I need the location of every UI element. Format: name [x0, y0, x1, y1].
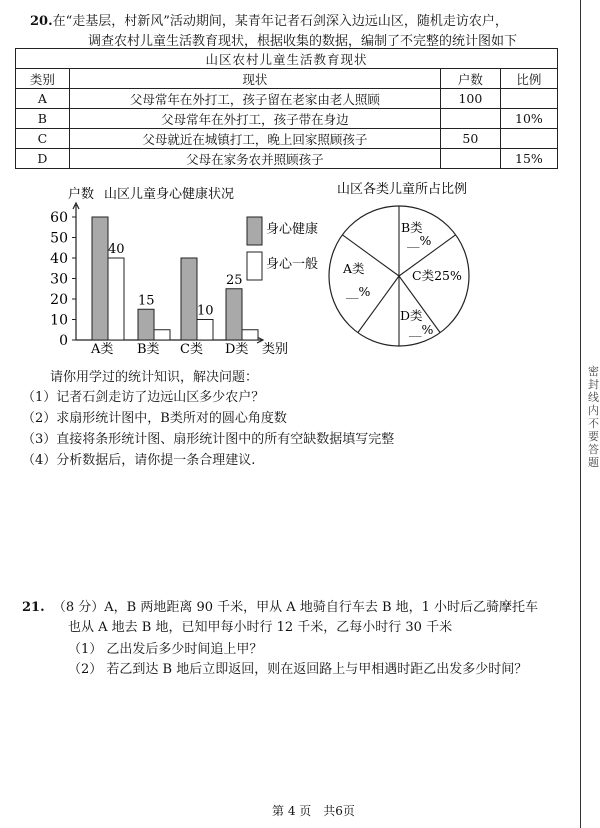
bar-normal: [197, 320, 213, 341]
bar-chart-category-label: C类: [180, 342, 203, 357]
page-footer: 第 4 页 共6页: [272, 804, 355, 818]
bar-chart-ytick-label: 10: [50, 312, 68, 329]
q21-number: 21.: [22, 600, 45, 615]
bar-chart-category-label: A类: [91, 342, 114, 357]
bar-chart-ytick-label: 30: [50, 271, 68, 288]
q20-line2: 调查农村儿童生活教育现状，根据收集的数据，编制了不完整的统计图如下: [88, 34, 518, 49]
bar-healthy: [138, 309, 154, 340]
bar-chart-ytick-label: 0: [59, 333, 68, 349]
bar-chart-ytick-label: 40: [50, 251, 68, 267]
pie-slice-percent: __%: [409, 322, 434, 337]
pie-slice-percent: __%: [346, 284, 371, 299]
binding-note: 密封线内不要答题: [588, 365, 599, 469]
q20-sub-3: （3）直接将条形统计图、扇形统计图中的所有空缺数据填写完整: [22, 432, 395, 447]
table-header-row: [16, 69, 558, 89]
bar-chart-data-label: 40: [108, 242, 125, 257]
pie-slice-label: A类: [343, 261, 365, 276]
bar-chart-xlabel: 类别: [262, 342, 289, 357]
bar-chart-title: 山区儿童身心健康状况: [104, 187, 235, 202]
q20-line1: [30, 10, 508, 29]
pie-slice-percent: __%: [407, 233, 432, 248]
q20-text-1: 在“走基层，村新风”活动期间，某青年记者石剑深入边远山区，随机走访农户，: [52, 14, 508, 29]
bar-chart-ytick-label: 20: [50, 292, 68, 308]
bar-chart-ylabel: 户数: [68, 187, 95, 202]
q20-sub-2: （2）求扇形统计图中，B类所对的圆心角度数: [22, 411, 287, 426]
q21-sub-2: （2） 若乙到达 B 地后立即返回，则在返回路上与甲相遇时距乙出发多少时间？: [68, 662, 528, 677]
header-ratio: 比例: [500, 69, 557, 89]
bar-healthy: [92, 217, 108, 340]
cell-count: 50: [440, 129, 500, 149]
pie-slice-label: B类: [401, 220, 423, 235]
cell-ratio: 15%: [500, 149, 557, 169]
table-title: 山区农村儿童生活教育现状: [16, 49, 558, 69]
header-category: 类别: [16, 69, 70, 89]
cell-count: [440, 109, 500, 129]
cell-category: D: [16, 149, 70, 169]
bar-normal: [108, 258, 124, 340]
table-row: [16, 129, 558, 149]
bar-healthy: [226, 289, 242, 340]
pie-slice-label: D类: [400, 308, 423, 323]
cell-situation: 父母常年在外打工，孩子带在身边: [69, 109, 440, 129]
cell-ratio: [500, 89, 557, 109]
q20-intro: 请你用学过的统计知识，解决问题：: [50, 370, 259, 385]
cell-count: 100: [440, 89, 500, 109]
table-row: [16, 109, 558, 129]
pie-chart-title: 山区各类儿童所占比例: [337, 182, 468, 197]
cell-situation: 父母在家务农并照顾孩子: [69, 149, 440, 169]
header-situation: 现状: [69, 69, 440, 89]
q21-text-1: （8 分）A，B 两地距离 90 千米，甲从 A 地骑自行车去 B 地，1 小时后乙骑摩托车: [52, 600, 539, 615]
bar-chart-data-label: 15: [138, 293, 155, 309]
cell-situation: 父母常年在外打工，孩子留在老家由老人照顾: [69, 89, 440, 109]
bar-chart-ytick-label: 60: [50, 210, 68, 226]
q21-sub-1: （1） 乙出发后多少时间追上甲？: [68, 642, 263, 657]
cell-category: C: [16, 129, 70, 149]
bar-normal: [154, 330, 170, 340]
q21-line2: 也从 A 地去 B 地，已知甲每小时行 12 千米，乙每小时行 30 千米: [68, 620, 453, 635]
bar-normal: [242, 330, 258, 340]
legend-label: 身心健康: [266, 222, 319, 237]
table-row: [16, 149, 558, 169]
pie-chart: [320, 175, 500, 355]
q20-sub-1: （1）记者石剑走访了边远山区多少农户？: [22, 390, 265, 405]
cell-situation: 父母就近在城镇打工，晚上回家照顾孩子: [69, 129, 440, 149]
q20-sub-4: （4）分析数据后，请你提一条合理建议.: [22, 453, 256, 468]
survey-table: [15, 48, 558, 169]
bar-chart: [0, 170, 330, 360]
bar-healthy: [181, 258, 197, 340]
cell-count: [440, 149, 500, 169]
legend-swatch: [247, 252, 262, 280]
bar-chart-data-label: 25: [226, 272, 243, 288]
cell-ratio: 10%: [500, 109, 557, 129]
bar-chart-data-label: 10: [197, 303, 214, 319]
cell-category: A: [16, 89, 70, 109]
table-title-row: [16, 49, 558, 69]
table-row: [16, 89, 558, 109]
q21-line1: [22, 596, 538, 615]
legend-label: 身心一般: [266, 257, 319, 272]
cell-category: B: [16, 109, 70, 129]
bar-chart-category-label: D类: [225, 342, 249, 357]
pie-slice-label: C类25%: [412, 268, 462, 283]
q20-number: 20.: [30, 14, 53, 29]
cell-ratio: [500, 129, 557, 149]
binding-line: [580, 0, 581, 828]
bar-chart-category-label: B类: [137, 342, 160, 357]
bar-chart-ytick-label: 50: [50, 230, 68, 247]
legend-swatch: [247, 217, 262, 245]
header-count: 户数: [440, 69, 500, 89]
